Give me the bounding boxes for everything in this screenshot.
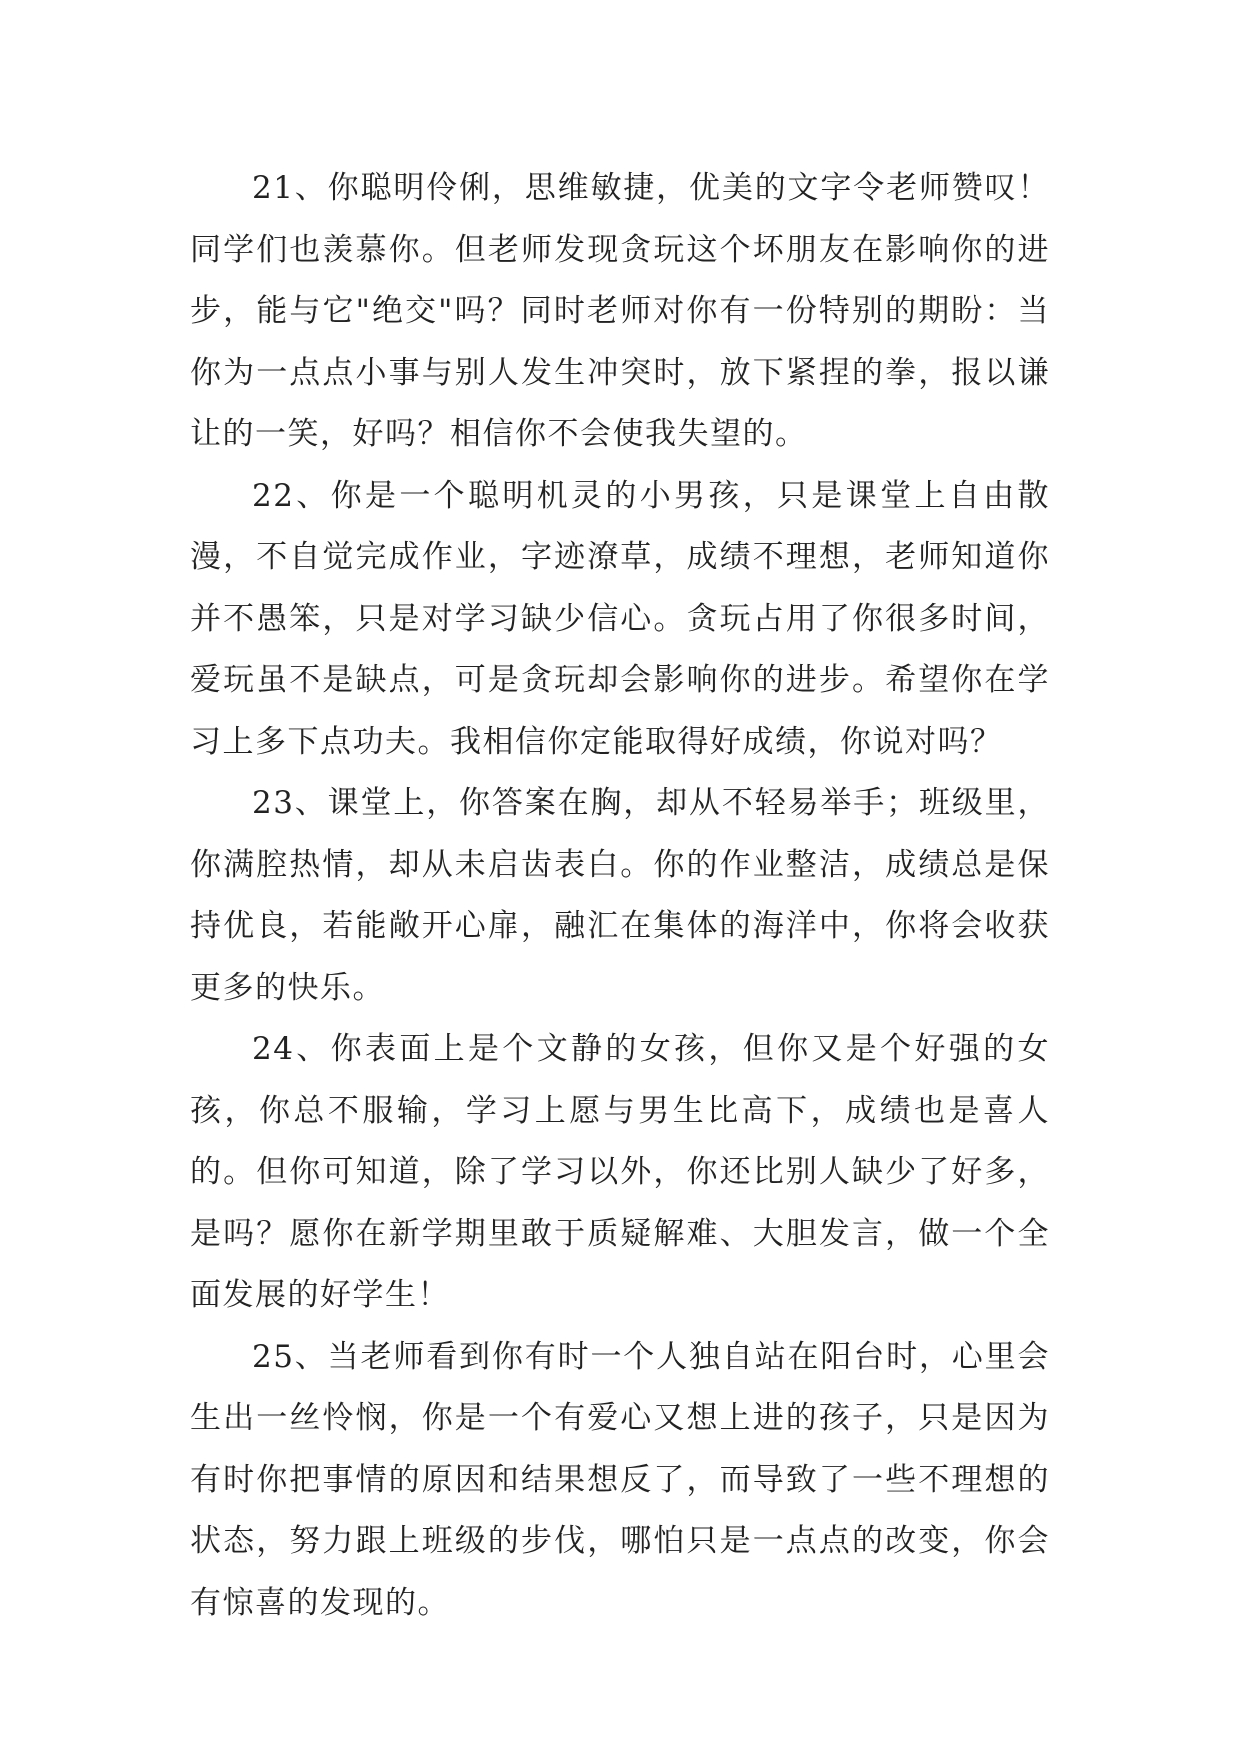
paragraph-23: 23、课堂上，你答案在胸，却从不轻易举手；班级里，你满腔热情，却从未启齿表白。你的作业整洁，成绩总是保持优良，若能敞开心扉，融汇在集体的海洋中，你将会收获更多的快乐。 [190,785,1050,1006]
paragraph-24: 24、你表面上是个文静的女孩，但你又是个好强的女孩，你总不服输，学习上愿与男生比高下，成绩也是喜人的。但你可知道，除了学习以外，你还比别人缺少了好多，是吗？愿你在新学期里敢于质疑解难、大胆发言，做一个全面发展的好学生！ [190,1031,1050,1313]
document-body [190,158,1050,1634]
paragraph-25: 25、当老师看到你有时一个人独自站在阳台时，心里会生出一丝怜悯，你是一个有爱心又想上进的孩子，只是因为有时你把事情的原因和结果想反了，而导致了一些不理想的状态，努力跟上班级的步伐，哪怕只是一点点的改变，你会有惊喜的发现的。 [190,1338,1050,1621]
paragraph-21: 21、你聪明伶俐，思维敏捷，优美的文字令老师赞叹！同学们也羡慕你。但老师发现贪玩这个坏朋友在影响你的进步，能与它"绝交"吗？同时老师对你有一份特别的期盼：当你为一点点小事与别人发生冲突时，放下紧捏的拳，报以谦让的一笑，好吗？相信你不会使我失望的。 [190,170,1050,452]
paragraph-22: 22、你是一个聪明机灵的小男孩，只是课堂上自由散漫，不自觉完成作业，字迹潦草，成绩不理想，老师知道你并不愚笨，只是对学习缺少信心。贪玩占用了你很多时间，爱玩虽不是缺点，可是贪玩却会影响你的进步。希望你在学习上多下点功夫。我相信你定能取得好成绩，你说对吗？ [190,477,1050,760]
